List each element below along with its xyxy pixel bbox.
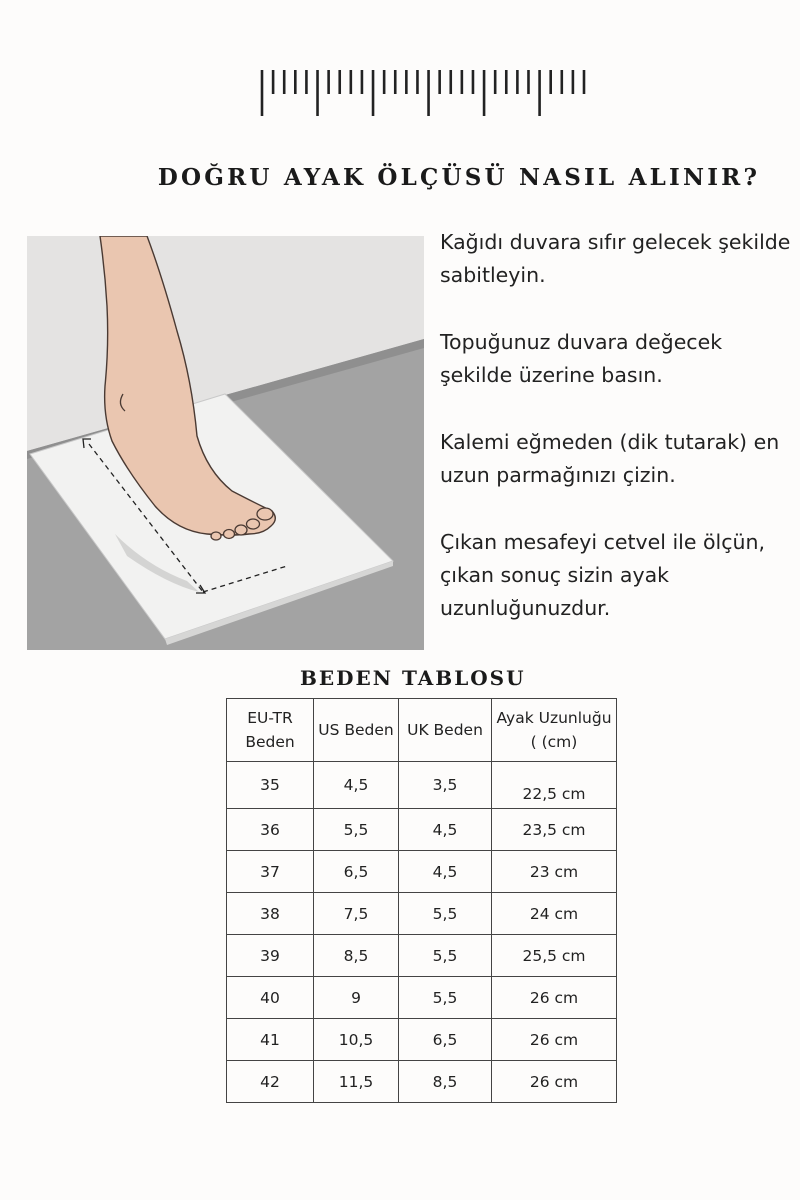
cell-uk: 5,5 xyxy=(399,935,492,977)
cell-eu-tr: 37 xyxy=(227,851,314,893)
cell-foot-length: 26 cm xyxy=(492,1019,617,1061)
cell-eu-tr: 40 xyxy=(227,977,314,1019)
size-table xyxy=(226,698,617,1103)
cell-uk: 4,5 xyxy=(399,809,492,851)
instruction-step: Kağıdı duvara sıfır gelecek şekilde sabitleyin. xyxy=(440,230,791,287)
instruction-steps xyxy=(440,226,795,659)
page-title: DOĞRU AYAK ÖLÇÜSÜ NASIL ALINIR? xyxy=(157,164,761,191)
table-row xyxy=(227,1061,617,1103)
size-table-title: BEDEN TABLOSU xyxy=(300,666,526,690)
column-header-foot-length: Ayak Uzunluğu ( (cm) xyxy=(492,699,617,762)
cell-uk: 4,5 xyxy=(399,851,492,893)
cell-foot-length: 23,5 cm xyxy=(492,809,617,851)
ruler-icon xyxy=(258,64,588,120)
cell-foot-length: 22,5 cm xyxy=(492,762,617,809)
cell-eu-tr: 41 xyxy=(227,1019,314,1061)
cell-uk: 3,5 xyxy=(399,762,492,809)
cell-eu-tr: 42 xyxy=(227,1061,314,1103)
cell-uk: 6,5 xyxy=(399,1019,492,1061)
table-header-row xyxy=(227,699,617,762)
cell-uk: 5,5 xyxy=(399,893,492,935)
column-header-uk: UK Beden xyxy=(399,699,492,762)
table-row xyxy=(227,851,617,893)
table-row xyxy=(227,893,617,935)
cell-uk: 8,5 xyxy=(399,1061,492,1103)
cell-us: 11,5 xyxy=(314,1061,399,1103)
cell-us: 7,5 xyxy=(314,893,399,935)
cell-foot-length: 26 cm xyxy=(492,977,617,1019)
cell-uk: 5,5 xyxy=(399,977,492,1019)
cell-foot-length: 26 cm xyxy=(492,1061,617,1103)
column-header-eu-tr: EU-TR Beden xyxy=(227,699,314,762)
cell-eu-tr: 36 xyxy=(227,809,314,851)
cell-us: 8,5 xyxy=(314,935,399,977)
cell-us: 5,5 xyxy=(314,809,399,851)
table-row xyxy=(227,935,617,977)
table-row xyxy=(227,762,617,809)
column-header-us: US Beden xyxy=(314,699,399,762)
cell-us: 6,5 xyxy=(314,851,399,893)
cell-us: 9 xyxy=(314,977,399,1019)
cell-us: 4,5 xyxy=(314,762,399,809)
table-row xyxy=(227,809,617,851)
cell-eu-tr: 35 xyxy=(227,762,314,809)
instruction-step: Çıkan mesafeyi cetvel ile ölçün, çıkan sonuç sizin ayak uzunluğunuzdur. xyxy=(440,530,765,620)
instruction-step: Topuğunuz duvara değecek şekilde üzerine basın. xyxy=(440,330,723,387)
table-row xyxy=(227,977,617,1019)
table-row xyxy=(227,1019,617,1061)
cell-foot-length: 23 cm xyxy=(492,851,617,893)
cell-eu-tr: 39 xyxy=(227,935,314,977)
cell-foot-length: 25,5 cm xyxy=(492,935,617,977)
cell-eu-tr: 38 xyxy=(227,893,314,935)
cell-us: 10,5 xyxy=(314,1019,399,1061)
instruction-step: Kalemi eğmeden (dik tutarak) en uzun parmağınızı çizin. xyxy=(440,430,780,487)
cell-foot-length: 24 cm xyxy=(492,893,617,935)
foot-measurement-illustration xyxy=(27,236,424,650)
